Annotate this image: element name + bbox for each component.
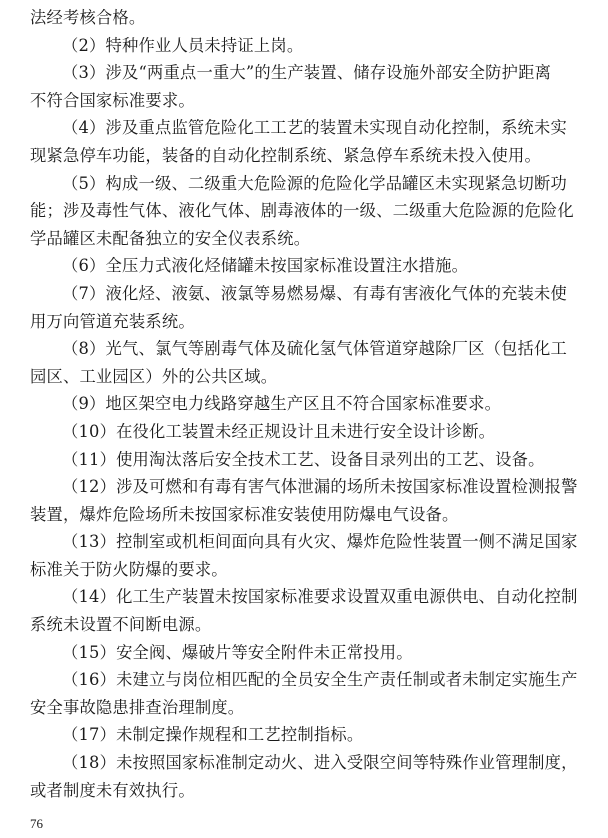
text-line: （14）化工生产装置未按国家标准要求设置双重电源供电、自动化控制 [62, 587, 578, 607]
text-line: （15）安全阀、爆破片等安全附件未正常投用。 [62, 642, 413, 662]
text-line: （9）地区架空电力线路穿越生产区且不符合国家标准要求。 [62, 394, 502, 414]
text-line: （6）全压力式液化烃储罐未按国家标准设置注水措施。 [62, 256, 469, 276]
text-line: （12）涉及可燃和有毒有害气体泄漏的场所未按国家标准设置检测报警 [62, 477, 578, 497]
text-line: 不符合国家标准要求。 [30, 90, 195, 110]
text-line: （18）未按照国家标准制定动火、进入受限空间等特殊作业管理制度， [62, 753, 578, 773]
text-line: 现紧急停车功能，装备的自动化控制系统、紧急停车系统未投入使用。 [30, 145, 541, 165]
text-line: （2）特种作业人员未持证上岗。 [62, 35, 304, 55]
text-line: （11）使用淘汰落后安全技术工艺、设备目录列出的工艺、设备。 [62, 449, 545, 469]
text-line: 装置，爆炸危险场所未按国家标准安装使用防爆电气设备。 [30, 504, 459, 524]
text-line: （17）未制定操作规程和工艺控制指标。 [62, 725, 364, 745]
page-number: 76 [30, 816, 43, 831]
text-line: （3）涉及“两重点一重大”的生产装置、储存设施外部安全防护距离 [62, 63, 552, 83]
body-text [30, 4, 586, 804]
text-line: （10）在役化工装置未经正规设计且未进行安全设计诊断。 [62, 421, 496, 441]
text-line: （7）液化烃、液氨、液氯等易燃易爆、有毒有害液化气体的充装未使 [62, 283, 567, 303]
text-line: （4）涉及重点监管危险化工工艺的装置未实现自动化控制，系统未实 [62, 118, 567, 138]
text-line: （5）构成一级、二级重大危险源的危险化学品罐区未实现紧急切断功 [62, 173, 567, 193]
text-line: 用万向管道充装系统。 [30, 311, 195, 331]
text-line: 法经考核合格。 [30, 8, 146, 27]
text-line: 学品罐区未配备独立的安全仪表系统。 [30, 228, 311, 248]
text-line: （16）未建立与岗位相匹配的全员安全生产责任制或者未制定实施生产 [62, 670, 578, 690]
text-line: 标准关于防火防爆的要求。 [30, 559, 228, 579]
text-line: （8）光气、氯气等剧毒气体及硫化氢气体管道穿越除厂区（包括化工 [62, 339, 567, 359]
text-line: 系统未设置不间断电源。 [30, 615, 212, 635]
text-line: 安全事故隐患排查治理制度。 [30, 697, 245, 717]
text-line: 或者制度未有效执行。 [30, 780, 195, 800]
text-line: 园区、工业园区）外的公共区域。 [30, 366, 278, 386]
text-line: 能；涉及毒性气体、液化气体、剧毒液体的一级、二级重大危险源的危险化 [30, 201, 574, 221]
text-line: （13）控制室或机柜间面向具有火灾、爆炸危险性装置一侧不满足国家 [62, 532, 578, 552]
